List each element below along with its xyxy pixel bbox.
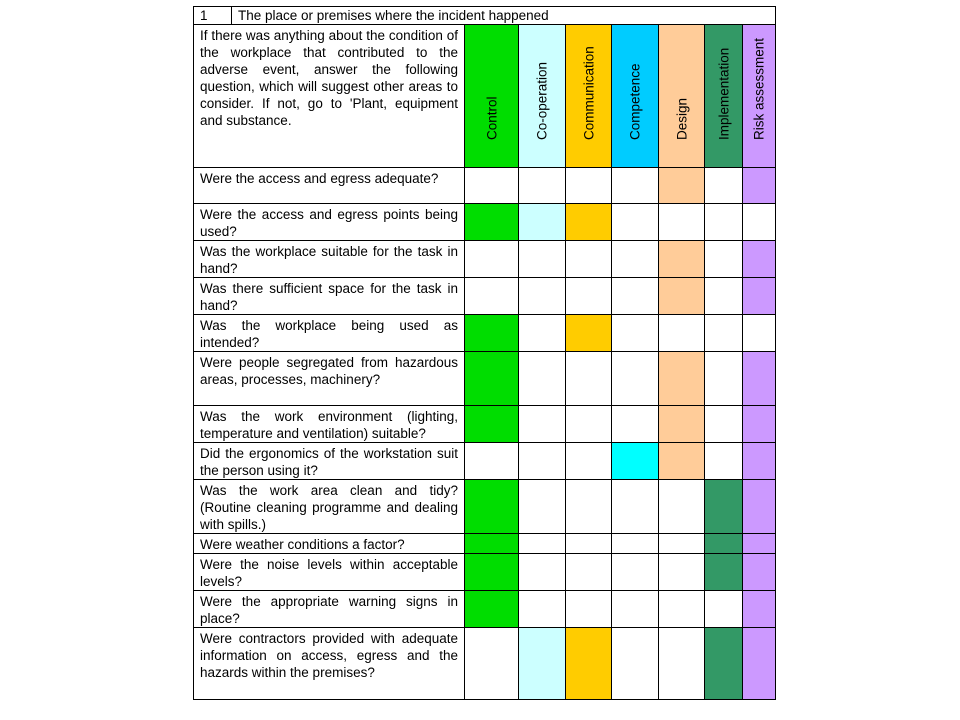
category-label: Co-operation (534, 61, 550, 140)
mark-cell-risk-assessment (743, 315, 776, 352)
mark-cell-control (465, 168, 519, 204)
category-header-communication (566, 25, 612, 168)
mark-cell-competence (612, 352, 659, 406)
mark-cell-control (465, 443, 519, 480)
category-header-design (659, 25, 705, 168)
mark-cell-communication (566, 591, 612, 628)
mark-cell-communication (566, 554, 612, 591)
mark-cell-design (659, 591, 705, 628)
question-text: Were people segregated from hazardous areas, processes, machinery? (194, 352, 465, 406)
mark-cell-design (659, 480, 705, 534)
mark-cell-control (465, 554, 519, 591)
mark-cell-design (659, 554, 705, 591)
mark-cell-co-operation (519, 534, 566, 554)
mark-cell-risk-assessment (743, 628, 776, 700)
mark-cell-communication (566, 315, 612, 352)
table-row (194, 406, 776, 443)
mark-cell-competence (612, 315, 659, 352)
table-row (194, 534, 776, 554)
intro-text: If there was anything about the condition of the workplace that contributed to the adverse event, answer the following question, which will suggest other areas to consider. If not, go to 'Plant, equipment and substance. (194, 25, 465, 168)
mark-cell-implementation (705, 591, 743, 628)
category-label: Control (484, 96, 499, 140)
table-row (194, 480, 776, 534)
mark-cell-control (465, 315, 519, 352)
mark-cell-competence (612, 480, 659, 534)
mark-cell-co-operation (519, 315, 566, 352)
mark-cell-design (659, 241, 705, 278)
category-label: Risk assessment (751, 37, 767, 140)
question-text: Was the workplace being used as intended? (194, 315, 465, 352)
category-header-risk-assessment (743, 25, 776, 168)
mark-cell-co-operation (519, 352, 566, 406)
mark-cell-competence (612, 591, 659, 628)
mark-cell-control (465, 204, 519, 241)
mark-cell-design (659, 443, 705, 480)
mark-cell-risk-assessment (743, 278, 776, 315)
table-row (194, 591, 776, 628)
mark-cell-implementation (705, 168, 743, 204)
question-text: Were contractors provided with adequate information on access, egress and the hazards within the premises? (194, 628, 465, 700)
category-label: Implementation (716, 47, 731, 140)
question-text: Was the work environment (lighting, temperature and ventilation) suitable? (194, 406, 465, 443)
category-header-co-operation (519, 25, 566, 168)
question-text: Were the access and egress adequate? (194, 168, 465, 204)
table-row (194, 241, 776, 278)
mark-cell-competence (612, 204, 659, 241)
mark-cell-risk-assessment (743, 168, 776, 204)
mark-cell-communication (566, 406, 612, 443)
mark-cell-competence (612, 168, 659, 204)
mark-cell-co-operation (519, 241, 566, 278)
mark-cell-design (659, 406, 705, 443)
mark-cell-competence (612, 241, 659, 278)
category-label: Competence (627, 63, 643, 140)
table-row (194, 628, 776, 700)
mark-cell-implementation (705, 628, 743, 700)
title-row (194, 7, 776, 25)
mark-cell-communication (566, 480, 612, 534)
mark-cell-risk-assessment (743, 554, 776, 591)
mark-cell-control (465, 406, 519, 443)
mark-cell-risk-assessment (743, 241, 776, 278)
mark-cell-design (659, 168, 705, 204)
mark-cell-control (465, 591, 519, 628)
assessment-table (193, 6, 776, 700)
mark-cell-co-operation (519, 168, 566, 204)
question-text: Did the ergonomics of the workstation suit the person using it? (194, 443, 465, 480)
mark-cell-risk-assessment (743, 443, 776, 480)
category-header-implementation (705, 25, 743, 168)
mark-cell-control (465, 534, 519, 554)
mark-cell-design (659, 204, 705, 241)
mark-cell-co-operation (519, 480, 566, 534)
mark-cell-co-operation (519, 406, 566, 443)
mark-cell-communication (566, 241, 612, 278)
section-number: 1 (194, 7, 232, 25)
mark-cell-communication (566, 204, 612, 241)
mark-cell-implementation (705, 554, 743, 591)
mark-cell-communication (566, 443, 612, 480)
question-text: Was there sufficient space for the task in hand? (194, 278, 465, 315)
mark-cell-design (659, 278, 705, 315)
mark-cell-communication (566, 168, 612, 204)
question-text: Were the appropriate warning signs in place? (194, 591, 465, 628)
mark-cell-control (465, 278, 519, 315)
mark-cell-implementation (705, 278, 743, 315)
mark-cell-co-operation (519, 554, 566, 591)
mark-cell-co-operation (519, 628, 566, 700)
section-title: The place or premises where the incident happened (232, 7, 776, 25)
mark-cell-communication (566, 352, 612, 406)
table-row (194, 352, 776, 406)
mark-cell-competence (612, 628, 659, 700)
mark-cell-implementation (705, 406, 743, 443)
question-text: Were the access and egress points being used? (194, 204, 465, 241)
mark-cell-risk-assessment (743, 352, 776, 406)
mark-cell-co-operation (519, 591, 566, 628)
mark-cell-implementation (705, 480, 743, 534)
mark-cell-risk-assessment (743, 204, 776, 241)
mark-cell-implementation (705, 241, 743, 278)
table-row (194, 168, 776, 204)
mark-cell-competence (612, 443, 659, 480)
table-row (194, 278, 776, 315)
mark-cell-competence (612, 278, 659, 315)
mark-cell-competence (612, 554, 659, 591)
mark-cell-competence (612, 534, 659, 554)
mark-cell-implementation (705, 204, 743, 241)
mark-cell-implementation (705, 352, 743, 406)
table-row (194, 204, 776, 241)
category-label: Communication (581, 46, 596, 140)
mark-cell-risk-assessment (743, 591, 776, 628)
question-text: Was the work area clean and tidy? (Routine cleaning programme and dealing with spills.) (194, 480, 465, 534)
category-header-competence (612, 25, 659, 168)
mark-cell-competence (612, 406, 659, 443)
question-text: Were weather conditions a factor? (194, 534, 465, 554)
table-row (194, 443, 776, 480)
table-row (194, 315, 776, 352)
table-row (194, 554, 776, 591)
mark-cell-design (659, 315, 705, 352)
mark-cell-risk-assessment (743, 406, 776, 443)
mark-cell-implementation (705, 534, 743, 554)
mark-cell-risk-assessment (743, 480, 776, 534)
mark-cell-design (659, 534, 705, 554)
header-row (194, 25, 776, 168)
mark-cell-implementation (705, 443, 743, 480)
mark-cell-communication (566, 278, 612, 315)
mark-cell-design (659, 628, 705, 700)
mark-cell-co-operation (519, 204, 566, 241)
mark-cell-design (659, 352, 705, 406)
mark-cell-risk-assessment (743, 534, 776, 554)
category-label: Design (674, 97, 689, 140)
mark-cell-communication (566, 628, 612, 700)
mark-cell-implementation (705, 315, 743, 352)
mark-cell-co-operation (519, 278, 566, 315)
mark-cell-control (465, 241, 519, 278)
question-text: Was the workplace suitable for the task in hand? (194, 241, 465, 278)
mark-cell-control (465, 352, 519, 406)
mark-cell-control (465, 628, 519, 700)
mark-cell-control (465, 480, 519, 534)
question-text: Were the noise levels within acceptable levels? (194, 554, 465, 591)
mark-cell-communication (566, 534, 612, 554)
mark-cell-co-operation (519, 443, 566, 480)
category-header-control (465, 25, 519, 168)
